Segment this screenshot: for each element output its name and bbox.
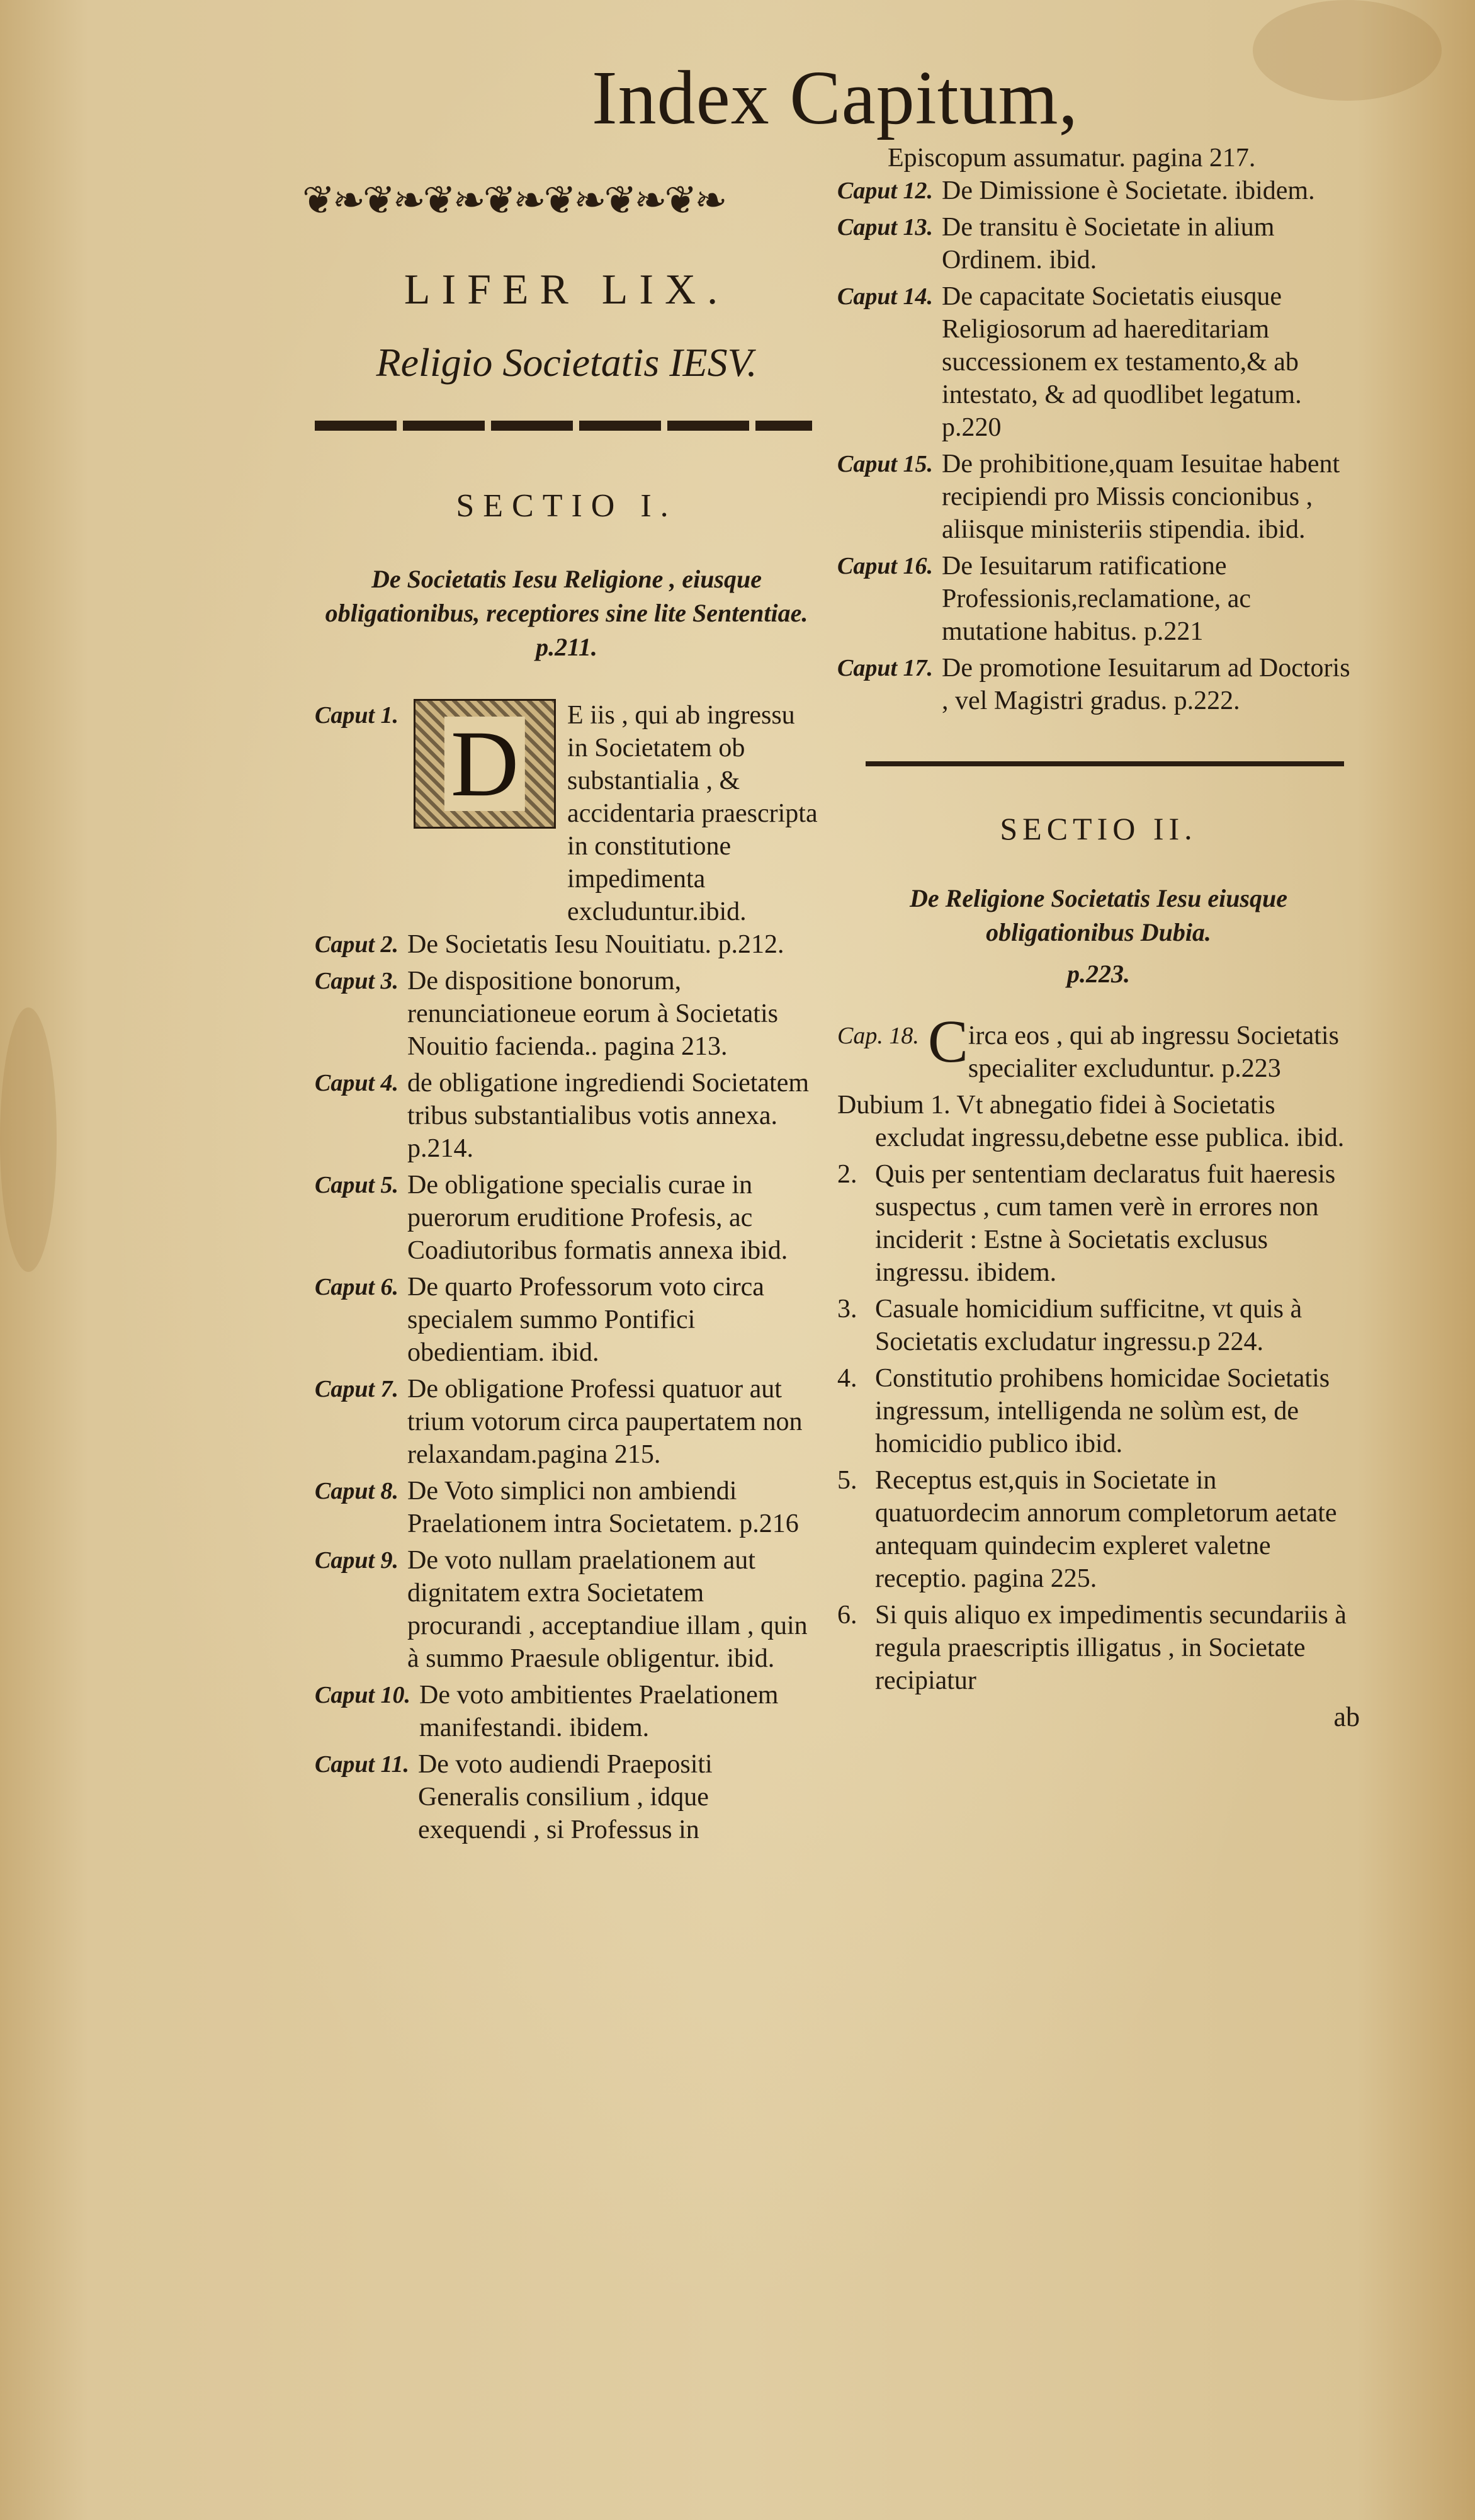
chapter-label: Caput 1.	[315, 702, 399, 729]
chapter-text: De Societatis Iesu Nouitiatu. p.212.	[407, 930, 784, 959]
right-column	[837, 142, 1360, 1734]
section-subheading: De Societatis Iesu Religione , eiusque obligationibus, receptiores sine lite Sententiae. p.211.	[325, 565, 808, 661]
dubium-entry	[837, 1362, 1360, 1460]
chapter-label: Caput 4.	[315, 1070, 399, 1096]
chapter-label: Caput 17.	[837, 655, 934, 681]
dubium-entry	[837, 1599, 1360, 1697]
left-column	[302, 170, 818, 1850]
dubium-number: 6.	[837, 1601, 857, 1630]
subheading-page: p.223.	[1067, 960, 1130, 988]
dubium-number: 5.	[837, 1466, 857, 1495]
chapter-text: De promotione Iesuitarum ad Doctoris , vel Magistri gradus. p.222.	[942, 654, 1350, 715]
page-stain	[0, 1007, 57, 1272]
chapter-label: Caput 10.	[315, 1682, 411, 1708]
chapter-text: De transitu è Societate in alium Ordinem. ibid.	[942, 213, 1275, 275]
chapter-text: de obligatione ingrediendi Societatem tribus substantialibus votis annexa. p.214.	[407, 1069, 810, 1163]
chapter-label: Caput 16.	[837, 553, 934, 579]
chapter-label: Caput 9.	[315, 1547, 399, 1574]
chapter-entry	[315, 1271, 818, 1369]
chapter-text: De prohibitione,quam Iesuitae habent recipiendi pro Missis concionibus , aliisque ministeriis stipendia. ibid.	[942, 450, 1340, 544]
catchword: ab	[1333, 1701, 1360, 1732]
chapter-entry	[315, 699, 818, 928]
initial-letter: C	[927, 1007, 968, 1075]
chapter-label: Caput 14.	[837, 283, 934, 310]
chapter-entry	[837, 1007, 1360, 1085]
chapter-text: De Voto simplici non ambiendi Praelationem intra Societatem. p.216	[407, 1477, 799, 1538]
chapter-label: Caput 3.	[315, 968, 399, 994]
chapter-entry	[315, 1748, 818, 1846]
chapter-entry	[315, 965, 818, 1063]
chapter-text: De capacitate Societatis eiusque Religiosorum ad haereditariam successionem ex testamento,& ab intestato, & ad quodlibet legatum. p.220	[942, 282, 1302, 442]
section-subheading	[837, 882, 1360, 991]
chapter-entries	[315, 928, 818, 1846]
dubium-entry	[837, 1293, 1360, 1358]
chapter-text: De voto nullam praelationem aut dignitatem extra Societatem procurandi , acceptandiue illam , quin à summo Praesule obligentur. ibid.	[407, 1546, 808, 1673]
chapter-entry	[837, 448, 1360, 546]
chapter-entry	[315, 928, 818, 961]
chapter-label: Caput 2.	[315, 931, 399, 958]
chapter-text: De voto ambitientes Praelationem manifestandi. ibidem.	[419, 1681, 779, 1742]
chapter-label: Caput 15.	[837, 451, 934, 477]
dubium-list	[837, 1158, 1360, 1697]
dashed-rule	[315, 421, 812, 431]
chapter-label: Caput 12.	[837, 178, 934, 204]
chapter-label: Cap. 18.	[837, 1023, 919, 1049]
ornament-band: ❦❧❦❧❦❧❦❧❦❧❦❧❦❧	[302, 179, 725, 222]
chapter-label: Caput 13.	[837, 214, 934, 241]
subheading-text: De Religione Societatis Iesu eiusque obligationibus Dubia.	[910, 884, 1287, 946]
solid-rule	[866, 761, 1344, 766]
chapter-label: Caput 11.	[315, 1751, 409, 1778]
chapter-entry	[315, 1067, 818, 1165]
dubium-number: 4.	[837, 1364, 857, 1393]
page-stain	[1253, 0, 1442, 101]
chapter-label: Caput 6.	[315, 1274, 399, 1300]
decorated-initial	[414, 699, 556, 829]
chapter-entry	[837, 280, 1360, 444]
chapter-entry	[315, 1679, 818, 1744]
chapter-text: irca eos , qui ab ingressu Societatis specialiter excluduntur. p.223	[968, 1021, 1339, 1083]
continued-entry: Episcopum assumatur. pagina 217.	[888, 144, 1256, 173]
chapter-text: De quarto Professorum voto circa specialem summo Pontifici obedientiam. ibid.	[407, 1273, 764, 1367]
dubium-entry	[837, 1158, 1360, 1289]
dubium-number: 2.	[837, 1160, 857, 1189]
chapter-entry	[837, 174, 1360, 207]
dropcap-letter: D	[444, 717, 525, 811]
dubium-number: 3.	[837, 1295, 857, 1324]
chapter-text: De Iesuitarum ratificatione Professionis,reclamatione, ac mutatione habitus. p.221	[942, 552, 1252, 646]
chapter-text: De voto audiendi Praepositi Generalis consilium , idque exequendi , si Professus in	[417, 1750, 713, 1844]
chapter-entry	[837, 211, 1360, 276]
dubium-text: Receptus est,quis in Societate in quatuordecim annorum completorum aetate antequam quindecim expleret valetne receptio. pagina 225.	[875, 1466, 1337, 1593]
religio-heading: Religio Societatis IESV.	[376, 340, 757, 385]
dubium-text: Quis per sententiam declaratus fuit haeresis suspectus , cum tamen verè in errores non inciderit : Estne à Societatis exclusus ingressu. ibidem.	[875, 1160, 1336, 1287]
chapter-text: De obligatione Professi quatuor aut trium votorum circa paupertatem non relaxandam.pagina 215.	[407, 1375, 803, 1469]
dubium-entry	[837, 1464, 1360, 1595]
chapter-entry	[315, 1475, 818, 1540]
chapter-entry	[837, 550, 1360, 648]
chapter-text: E iis , qui ab ingressu in Societatem ob substantialia , & accidentaria praescripta in constitutione impedimenta excluduntur.ibid.	[567, 701, 818, 926]
dubium-entry: Dubium 1. Vt abnegatio fidei à Societatis excludat ingressu,debetne esse publica. ibid.	[837, 1091, 1345, 1152]
chapter-entry	[315, 1373, 818, 1471]
sectio-heading: SECTIO I.	[456, 488, 677, 524]
dubium-text: Casuale homicidium sufficitne, vt quis à Societatis excludatur ingressu.p 224.	[875, 1295, 1303, 1356]
chapter-entries	[837, 174, 1360, 717]
page-title: Index Capitum,	[592, 55, 1078, 140]
sectio-heading: SECTIO II.	[1000, 811, 1197, 846]
chapter-text: De Dimissione è Societate. ibidem.	[942, 176, 1315, 205]
liber-heading: LIFER LIX.	[404, 265, 730, 313]
chapter-entry	[315, 1169, 818, 1267]
chapter-entry	[315, 1544, 818, 1675]
chapter-label: Caput 5.	[315, 1172, 399, 1198]
chapter-entry	[837, 652, 1360, 717]
chapter-label: Caput 8.	[315, 1478, 399, 1504]
dubium-text: Constitutio prohibens homicidae Societatis ingressum, intelligenda ne solùm est, de homicidio publico ibid.	[875, 1364, 1330, 1458]
chapter-text: De obligatione specialis curae in puerorum eruditione Profesis, ac Coadiutoribus formatis annexa ibid.	[407, 1171, 788, 1265]
chapter-label: Caput 7.	[315, 1376, 399, 1402]
chapter-text: De dispositione bonorum, renunciationeue eorum à Societatis Nouitio facienda.. pagina 213.	[407, 967, 778, 1061]
chapter-list	[315, 699, 818, 1846]
dubium-text: Si quis aliquo ex impedimentis secundariis à regula praescriptis illigatus , in Societate recipiatur	[875, 1601, 1347, 1695]
